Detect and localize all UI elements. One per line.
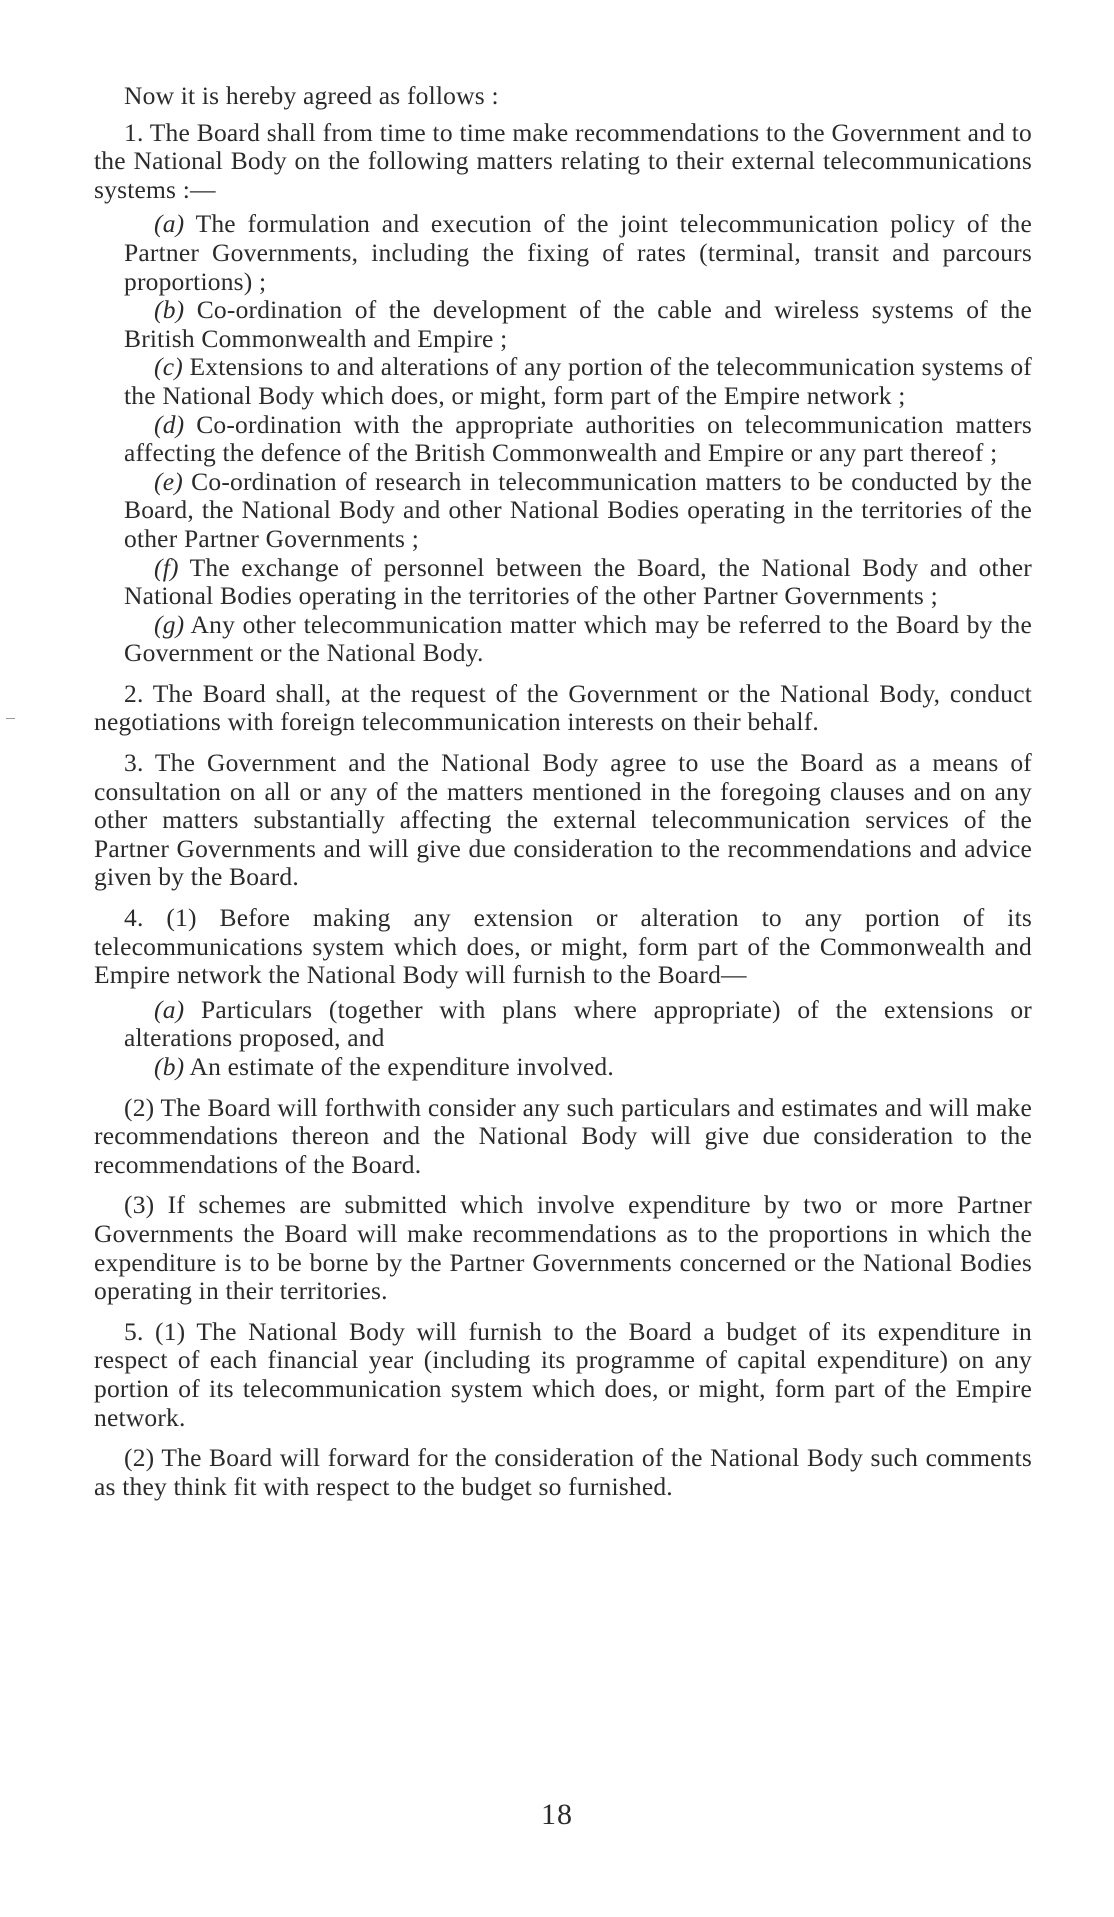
item-text: The exchange of personnel between the Board, the National Body and other National Bodies operating in the territories of the other Partner Governments ; [124,552,1032,611]
intro-paragraph: Now it is hereby agreed as follows : [124,81,499,110]
clause-1-item-a [94,210,1032,296]
item-letter: (a) [154,994,185,1024]
item-letter: (b) [154,295,185,325]
clause-1-item-c [94,353,1032,410]
item-letter: (c) [154,352,183,382]
item-text: Particulars (together with plans where appropriate) of the extensions or alterations proposed, and [124,994,1032,1053]
item-letter: (b) [154,1052,185,1081]
clause-4-item-a [94,996,1032,1053]
clause-5-paragraph-2: (2) The Board will forward for the consideration of the National Body such comments as they think fit with respect to the budget so furnished. [94,1443,1032,1501]
clause-1-item-e [94,468,1032,554]
clause-1-item-b [94,296,1032,353]
clause-4-paragraph-3: (3) If schemes are submitted which involve expenditure by two or more Partner Governments the Board will make recommendations as to the proportions in which the expenditure is to be borne by the Partner Governments concerned or the National Bodies operating in their territories. [94,1190,1032,1306]
clause-3-paragraph: 3. The Government and the National Body agree to use the Board as a means of consultation on all or any of the matters mentioned in the foregoing clauses and on any other matters substantially affecting the external telecommunication services of the Partner Governments and will give due consideration to the recommendations and advice given by the Board. [94,748,1032,892]
clause-1-item-d [94,411,1032,468]
margin-mark [6,718,15,719]
page-number: 18 [541,1798,573,1831]
clause-1-paragraph: 1. The Board shall from time to time make recommendations to the Government and to the National Body on the following matters relating to their external telecommunications systems :— [94,117,1032,204]
item-text: An estimate of the expenditure involved. [189,1052,614,1081]
item-text: Co-ordination with the appropriate authorities on telecommunication matters affecting the defence of the British Commonwealth and Empire or any part thereof ; [124,409,1033,468]
clause-4-paragraph-1: 4. (1) Before making any extension or alteration to any portion of its telecommunications system which does, or might, form part of the Commonwealth and Empire network the National Body will furnish to the Board— [94,903,1032,990]
item-text: Any other telecommunication matter which may be referred to the Board by the Government or the National Body. [124,609,1032,668]
clause-4-item-b [94,1053,1032,1082]
clause-2-paragraph: 2. The Board shall, at the request of the Government or the National Body, conduct negotiations with foreign telecommunication interests on their behalf. [94,678,1032,737]
clause-1-item-g [94,611,1032,668]
item-letter: (e) [154,466,183,496]
item-letter: (d) [154,409,185,439]
document-body [94,82,1032,1501]
item-text: Co-ordination of the development of the cable and wireless systems of the British Commonwealth and Empire ; [124,295,1033,353]
item-letter: (f) [154,552,179,582]
item-text: Extensions to and alterations of any portion of the telecommunication systems of the National Body which does, or might, form part of the Empire network ; [124,352,1033,410]
item-letter: (g) [154,609,185,639]
clause-5-paragraph-1: 5. (1) The National Body will furnish to the Board a budget of its expenditure in respect of each financial year (including its programme of capital expenditure) on any portion of its telecommunication system which does, or might, form part of the Empire network. [94,1316,1032,1432]
item-text: Co-ordination of research in telecommunication matters to be conducted by the Board, the National Body and other National Bodies operating in the territories of the other Partner Governments ; [124,466,1033,553]
clause-1-item-f [94,554,1032,611]
clause-4-paragraph-2: (2) The Board will forthwith consider any such particulars and estimates and will make recommendations thereon and the National Body will give due consideration to the recommendations of the Board. [94,1092,1032,1179]
item-letter: (a) [154,209,185,239]
item-text: The formulation and execution of the joint telecommunication policy of the Partner Governments, including the fixing of rates (terminal, transit and parcours proportions) ; [124,209,1032,296]
